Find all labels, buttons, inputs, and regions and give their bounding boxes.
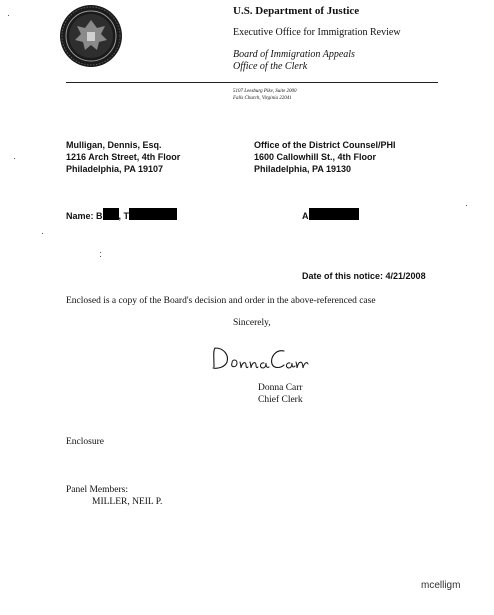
- panel-member: MILLER, NEIL P.: [92, 497, 163, 507]
- scan-speck: [100, 256, 101, 257]
- handwritten-signature: [210, 343, 310, 373]
- header-rule: [66, 82, 438, 83]
- a-number-line: [302, 208, 359, 221]
- redaction-bar: [129, 208, 177, 220]
- case-name-mid: , T: [118, 211, 130, 221]
- valediction: Sincerely,: [233, 318, 271, 328]
- notice-date-label: Date of this notice:: [302, 271, 384, 281]
- scan-speck: [100, 252, 101, 253]
- enclosure-label: Enclosure: [66, 437, 104, 447]
- panel-label: Panel Members:: [66, 485, 129, 495]
- signer-name: Donna Carr: [258, 383, 303, 393]
- a-number-prefix: A: [302, 211, 309, 221]
- office-name: Executive Office for Immigration Review: [233, 27, 401, 38]
- recipient-left: [66, 139, 180, 175]
- scan-speck: [8, 15, 9, 16]
- recipient-right-street: 1600 Callowhill St., 4th Floor: [254, 152, 377, 162]
- scan-speck: [42, 233, 43, 234]
- agency-name: U.S. Department of Justice: [233, 5, 360, 17]
- recipient-right: [254, 139, 396, 175]
- case-name-label: Name: B: [66, 211, 103, 221]
- doj-seal-icon: [59, 4, 123, 68]
- recipient-left-street: 1216 Arch Street, 4th Floor: [66, 152, 181, 162]
- notice-date-line: [302, 271, 426, 281]
- body-text: Enclosed is a copy of the Board's decision and order in the above-referenced case: [66, 296, 376, 306]
- recipient-right-name: Office of the District Counsel/PHI: [254, 140, 396, 150]
- scan-speck: [14, 158, 15, 159]
- division-name: Office of the Clerk: [233, 61, 308, 72]
- recipient-right-city: Philadelphia, PA 19130: [254, 164, 352, 174]
- address-line-2: Falls Church, Virginia 22041: [233, 96, 292, 101]
- signer-title: Chief Clerk: [258, 395, 303, 405]
- recipient-left-city: Philadelphia, PA 19107: [66, 164, 164, 174]
- footer-user-id: mcelligm: [421, 580, 461, 591]
- redaction-bar: [103, 208, 119, 220]
- address-line-1: 5107 Leesburg Pike, Suite 2000: [233, 89, 297, 94]
- redaction-bar: [309, 208, 359, 220]
- board-name: Board of Immigration Appeals: [233, 49, 355, 60]
- notice-date: 4/21/2008: [385, 271, 426, 281]
- recipient-left-name: Mulligan, Dennis, Esq.: [66, 140, 162, 150]
- case-name-line: [66, 208, 177, 221]
- scan-speck: [466, 205, 467, 206]
